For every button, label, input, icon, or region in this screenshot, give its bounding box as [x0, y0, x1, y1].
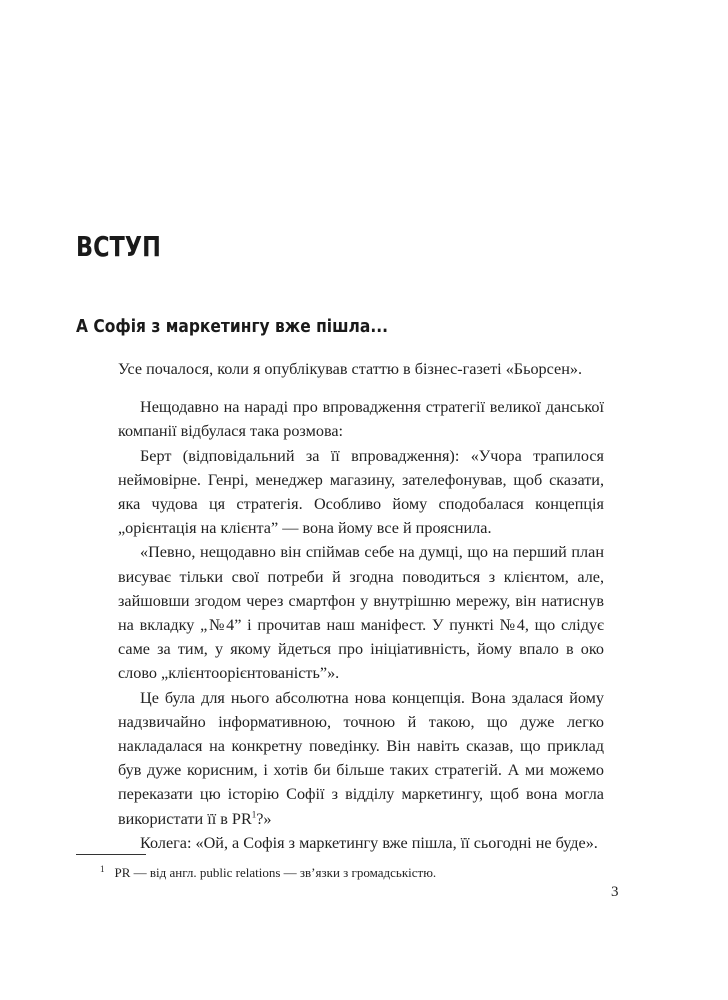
paragraph	[118, 686, 604, 831]
footnote-text: PR — від англ. public relations — зв’язки з громадськістю.	[114, 865, 437, 880]
footnote-divider	[76, 854, 146, 855]
paragraph: Берт (відповідальний за її впровадження): «Учора трапилося неймовірне. Генрі, менеджер магазину, зателефонував, щоб сказати, яка чудова ця стратегія. Особливо йому сподобалася концепція „орієнтація на клієнта” — вона йому все й прояснила.	[118, 446, 604, 538]
paragraph: Нещодавно на нараді про впровадження стратегії великої данської компанії відбулася така розмова:	[118, 398, 604, 441]
paragraph: «Певно, нещодавно він спіймав себе на думці, що на перший план висуває тільки свої потреби й згодна поводиться з клієнтом, але, зайшовши згодом через смартфон у внутрішню мережу, він натиснув на вкладку „№4” і прочитав наш маніфест. У пункті №4, що слідує саме за тим, у якому йдеться про ініціативність, йому впало в око слово „клієнтоорієнтованість”».	[118, 543, 604, 683]
section-title: А Софія з маркетингу вже пішла...	[76, 316, 388, 337]
paragraph-text: Це була для нього абсолютна нова концепція. Вона здалася йому надзвичайно інформативною, точною й такою, що дуже легко накладалася на конкретну поведінку. Він навіть сказав, що приклад був дуже корисним, і хотів би більше таких стратегій. А ми можемо переказати цю історію Софії з відділу маркетингу, щоб вона могла використати її в PR	[118, 688, 604, 828]
paragraph: Колега: «Ой, а Софія з маркетингу вже пішла, її сьогодні не буде».	[140, 833, 598, 852]
footnote	[100, 860, 600, 882]
footnote-mark: 1	[100, 864, 105, 874]
chapter-title: ВСТУП	[76, 230, 161, 263]
footnote-reference: 1	[251, 809, 257, 820]
paragraph: Усе почалося, коли я опублікував статтю в бізнес-газеті «Бьорсен».	[118, 360, 583, 378]
page-number: 3	[611, 884, 619, 900]
body-text	[118, 357, 604, 855]
paragraph-tail: ?»	[256, 809, 272, 828]
